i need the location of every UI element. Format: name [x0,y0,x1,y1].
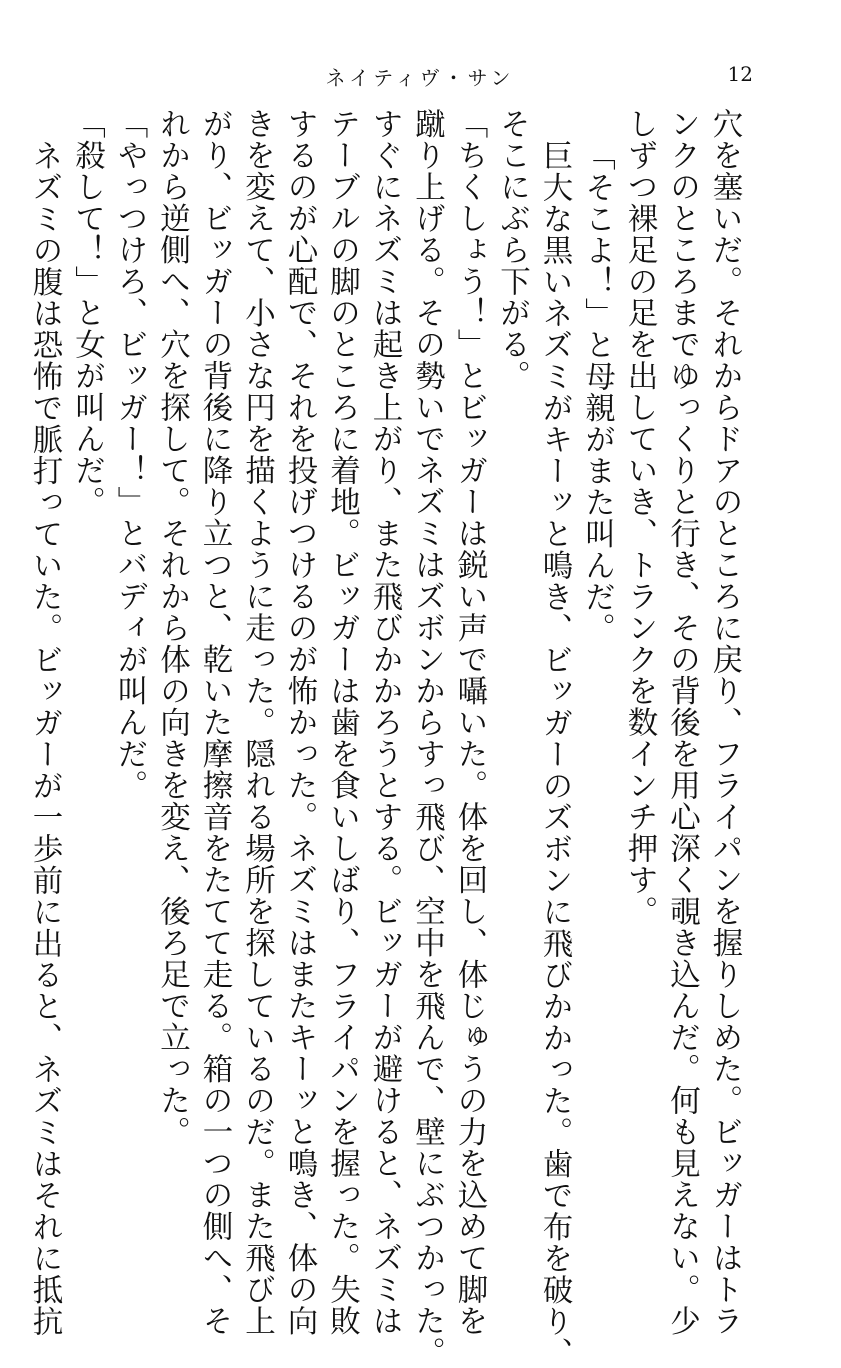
text-line: しずつ裸足の足を出していき、トランクを数インチ押す。 [622,108,657,927]
text-line: 「ちくしょう！」とビッガーは鋭い声で囁いた。体を回し、体じゅうの力を込めて脚を [452,108,487,1337]
text-line: がり、ビッガーの背後に降り立つと、乾いた摩擦音をたてて走る。箱の一つの側へ、そ [197,108,232,1337]
text-line: 巨大な黒いネズミがキーッと鳴き、ビッガーのズボンに飛びかかった。歯で布を破り、 [537,139,572,1368]
running-title: ネイティヴ・サン [325,66,515,90]
text-line: するのが心配で、それを投げつけるのが怖かった。ネズミはまたキーッと鳴き、体の向 [282,108,317,1337]
text-line: すぐにネズミは起き上がり、また飛びかかろうとする。ビッガーが避けると、ネズミは [367,108,402,1337]
text-line: 蹴り上げる。その勢いでネズミはズボンからすっ飛び、空中を飛んで、壁にぶつかった。 [409,108,445,1368]
text-line: きを変えて、小さな円を描くように走った。隠れる場所を探しているのだ。また飛び上 [239,108,275,1337]
text-line: ネズミの腹は恐怖で脈打っていた。ビッガーが一歩前に出ると、ネズミはそれに抵抗 [27,139,62,1337]
body-text [27,108,745,1368]
text-line: ンクのところまでゆっくりと行き、その背後を用心深く覗き込んだ。何も見えない。少 [664,108,700,1337]
text-line: テーブルの脚のところに着地。ビッガーは歯を食いしばり、フライパンを握った。失敗 [324,108,360,1337]
page-number: 12 [727,62,753,86]
text-line: そこにぶら下がる。 [494,108,530,392]
text-line: 穴を塞いだ。それからドアのところに戻り、フライパンを握りしめた。ビッガーはトラ [707,108,742,1337]
text-line: 「殺して！」と女が叫んだ。 [69,108,105,518]
text-line: れから逆側へ、穴を探して。それから体の向きを変え、後ろ足で立った。 [154,108,190,1148]
text-line: 「やっつけろ、ビッガー！」とバディが叫んだ。 [112,108,147,801]
page-header [0,62,841,92]
text-line: 「そこよ！」と母親がまた叫んだ。 [579,139,615,644]
